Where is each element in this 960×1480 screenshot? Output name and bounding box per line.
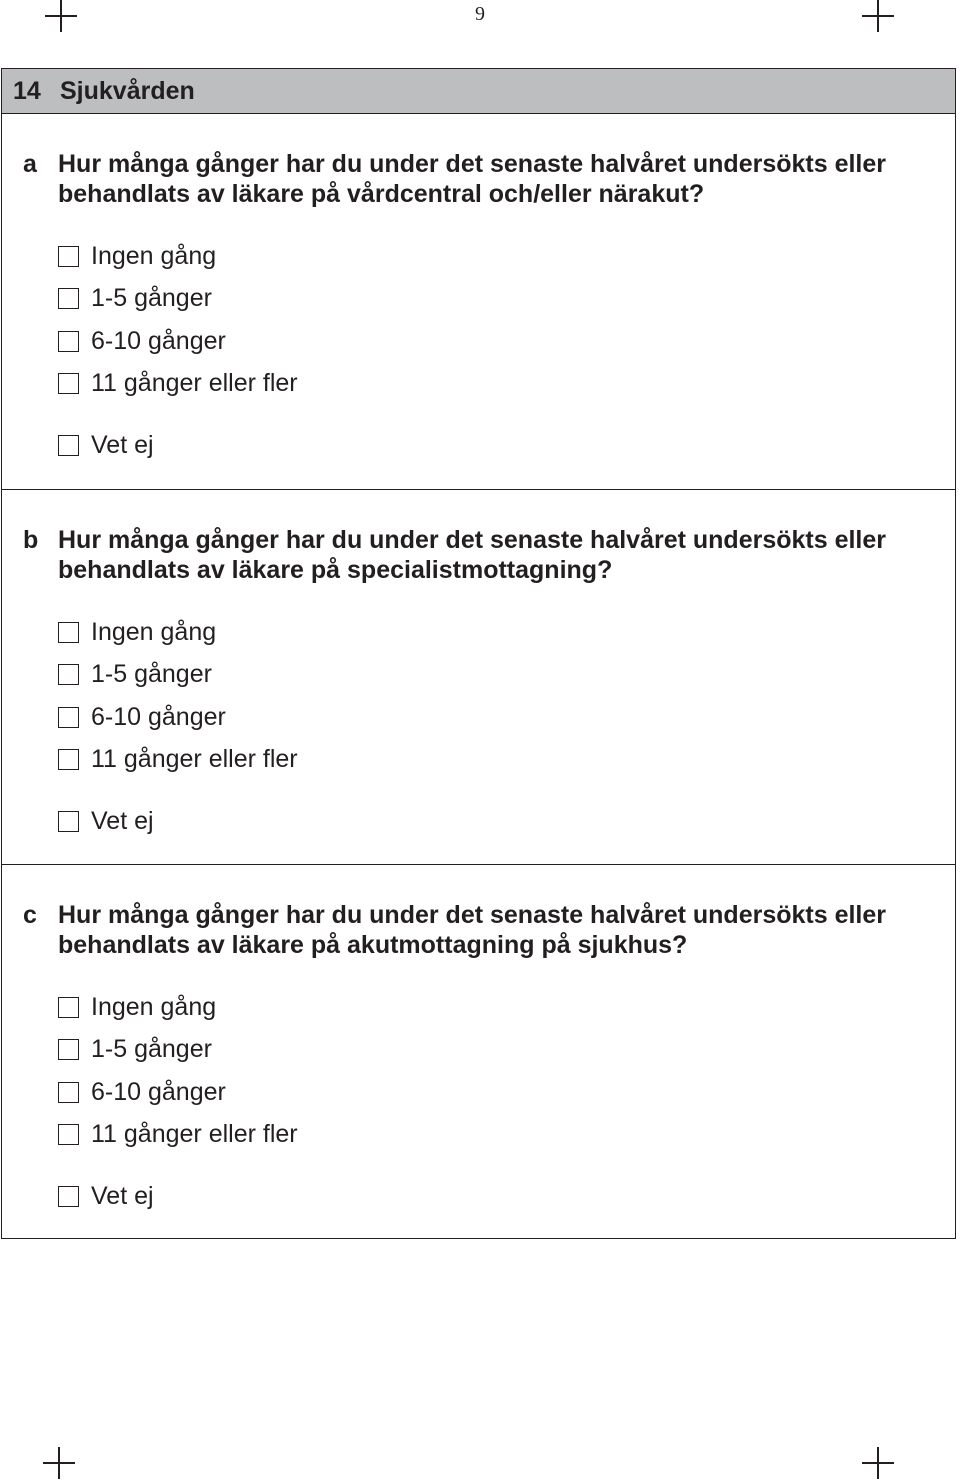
option-label: Ingen gång <box>91 241 217 270</box>
checkbox[interactable] <box>58 997 79 1018</box>
checkbox[interactable] <box>58 1186 79 1207</box>
option-label: 11 gånger eller fler <box>91 745 298 774</box>
option-1-5-ganger[interactable] <box>58 1029 298 1072</box>
question-a <box>2 114 955 489</box>
option-label: 11 gånger eller fler <box>91 1120 298 1149</box>
option-label: 11 gånger eller fler <box>91 369 298 398</box>
answer-options <box>58 611 298 843</box>
page-number: 9 <box>475 3 485 25</box>
option-6-10-ganger[interactable] <box>58 696 298 739</box>
option-ingen-gang[interactable] <box>58 986 298 1029</box>
crop-mark-bottom-left <box>43 1447 75 1479</box>
section-number: 14 <box>13 76 41 105</box>
question-b <box>2 489 955 864</box>
option-ingen-gang[interactable] <box>58 235 298 278</box>
checkbox[interactable] <box>58 288 79 309</box>
checkbox[interactable] <box>58 811 79 832</box>
option-label: 1-5 gånger <box>91 284 212 313</box>
checkbox[interactable] <box>58 246 79 267</box>
option-11-ganger-eller-fler[interactable] <box>58 739 298 782</box>
option-vet-ej[interactable] <box>58 800 298 843</box>
option-label: Vet ej <box>91 430 154 459</box>
checkbox[interactable] <box>58 1124 79 1145</box>
option-label: 6-10 gånger <box>91 702 226 731</box>
checkbox[interactable] <box>58 331 79 352</box>
question-letter: b <box>23 526 39 554</box>
option-vet-ej[interactable] <box>58 1175 298 1218</box>
section-header <box>2 69 955 114</box>
option-ingen-gang[interactable] <box>58 611 298 654</box>
question-text: Hur många gånger har du under det senaste halvåret undersökts eller behandlats av läkare på akutmottagning på sjukhus? <box>58 901 887 959</box>
option-1-5-ganger[interactable] <box>58 654 298 697</box>
option-6-10-ganger[interactable] <box>58 1071 298 1114</box>
option-label: 6-10 gånger <box>91 1077 226 1106</box>
section-title: Sjukvården <box>60 76 195 105</box>
answer-options <box>58 235 298 467</box>
option-11-ganger-eller-fler[interactable] <box>58 1114 298 1157</box>
question-c <box>2 864 955 1239</box>
option-label: Vet ej <box>91 1181 154 1210</box>
answer-options <box>58 986 298 1218</box>
option-label: Ingen gång <box>91 617 217 646</box>
option-vet-ej[interactable] <box>58 424 298 467</box>
checkbox[interactable] <box>58 373 79 394</box>
checkbox[interactable] <box>58 1082 79 1103</box>
option-label: Ingen gång <box>91 992 217 1021</box>
question-text: Hur många gånger har du under det senaste halvåret undersökts eller behandlats av läkare på specialistmottagning? <box>58 526 887 584</box>
question-letter: c <box>23 901 37 929</box>
option-11-ganger-eller-fler[interactable] <box>58 363 298 406</box>
crop-mark-bottom-right <box>862 1447 894 1479</box>
checkbox[interactable] <box>58 622 79 643</box>
checkbox[interactable] <box>58 435 79 456</box>
option-label: Vet ej <box>91 806 154 835</box>
option-6-10-ganger[interactable] <box>58 320 298 363</box>
option-label: 1-5 gånger <box>91 660 212 689</box>
question-text: Hur många gånger har du under det senaste halvåret undersökts eller behandlats av läkare på vårdcentral och/eller närakut? <box>58 150 887 208</box>
option-label: 1-5 gånger <box>91 1035 212 1064</box>
checkbox[interactable] <box>58 664 79 685</box>
option-label: 6-10 gånger <box>91 326 226 355</box>
option-1-5-ganger[interactable] <box>58 278 298 321</box>
checkbox[interactable] <box>58 749 79 770</box>
question-letter: a <box>23 150 37 178</box>
checkbox[interactable] <box>58 1039 79 1060</box>
checkbox[interactable] <box>58 707 79 728</box>
survey-section <box>1 68 956 1239</box>
